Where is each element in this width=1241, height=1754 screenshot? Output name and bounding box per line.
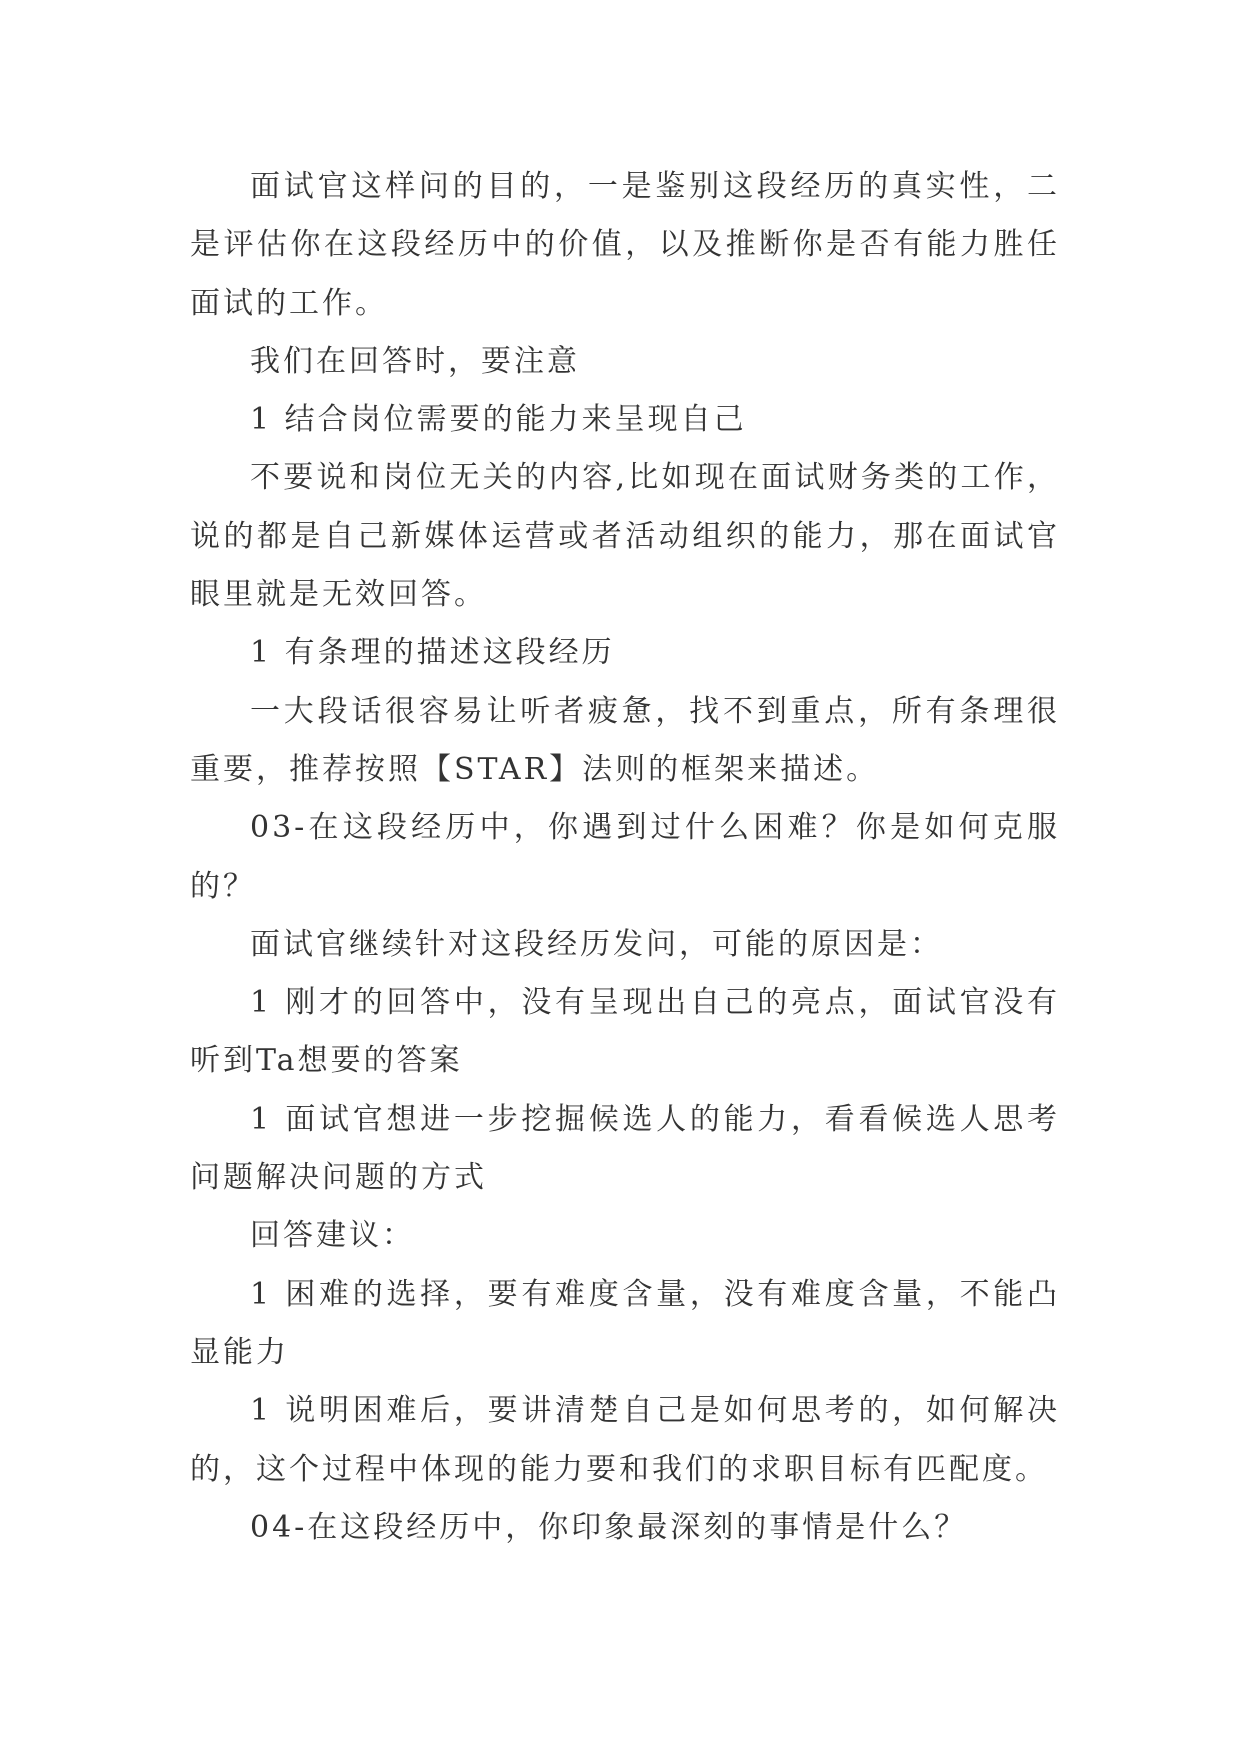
paragraph-attention: 我们在回答时，要注意 [250,343,580,379]
question-04-heading: 04-在这段经历中，你印象最深刻的事情是什么？ [250,1509,968,1545]
point-explain-thinking: 1 说明困难后，要讲清楚自己是如何思考的，如何解决的，这个过程中体现的能力要和我们的求职目标有匹配度。 [190,1393,1060,1487]
paragraph-star-method: 一大段话很容易让听者疲惫，找不到重点，所有条理很重要，推荐按照【STAR】法则的框架来描述。 [190,693,1060,787]
point-no-highlight: 1 刚才的回答中，没有呈现出自己的亮点，面试官没有听到Ta想要的答案 [190,985,1060,1079]
point-combine-position: 1 结合岗位需要的能力来呈现自己 [250,402,747,438]
paragraph-answer-advice: 回答建议： [250,1218,415,1254]
document-body [190,158,1060,1557]
question-03-heading: 03-在这段经历中，你遇到过什么困难？你是如何克服的？ [190,810,1060,904]
paragraph-purpose: 面试官这样问的目的，一是鉴别这段经历的真实性，二是评估你在这段经历中的价值，以及推断你是否有能力胜任面试的工作。 [190,169,1060,321]
point-difficulty-choice: 1 困难的选择，要有难度含量，没有难度含量，不能凸显能力 [190,1276,1060,1370]
paragraph-irrelevant-content: 不要说和岗位无关的内容,比如现在面试财务类的工作，说的都是自己新媒体运营或者活动组织的能力，那在面试官眼里就是无效回答。 [190,460,1060,613]
paragraph-possible-reasons: 面试官继续针对这段经历发问，可能的原因是： [250,926,943,962]
point-organized-description: 1 有条理的描述这段经历 [250,635,615,671]
point-dig-ability: 1 面试官想进一步挖掘候选人的能力，看看候选人思考问题解决问题的方式 [190,1101,1060,1196]
